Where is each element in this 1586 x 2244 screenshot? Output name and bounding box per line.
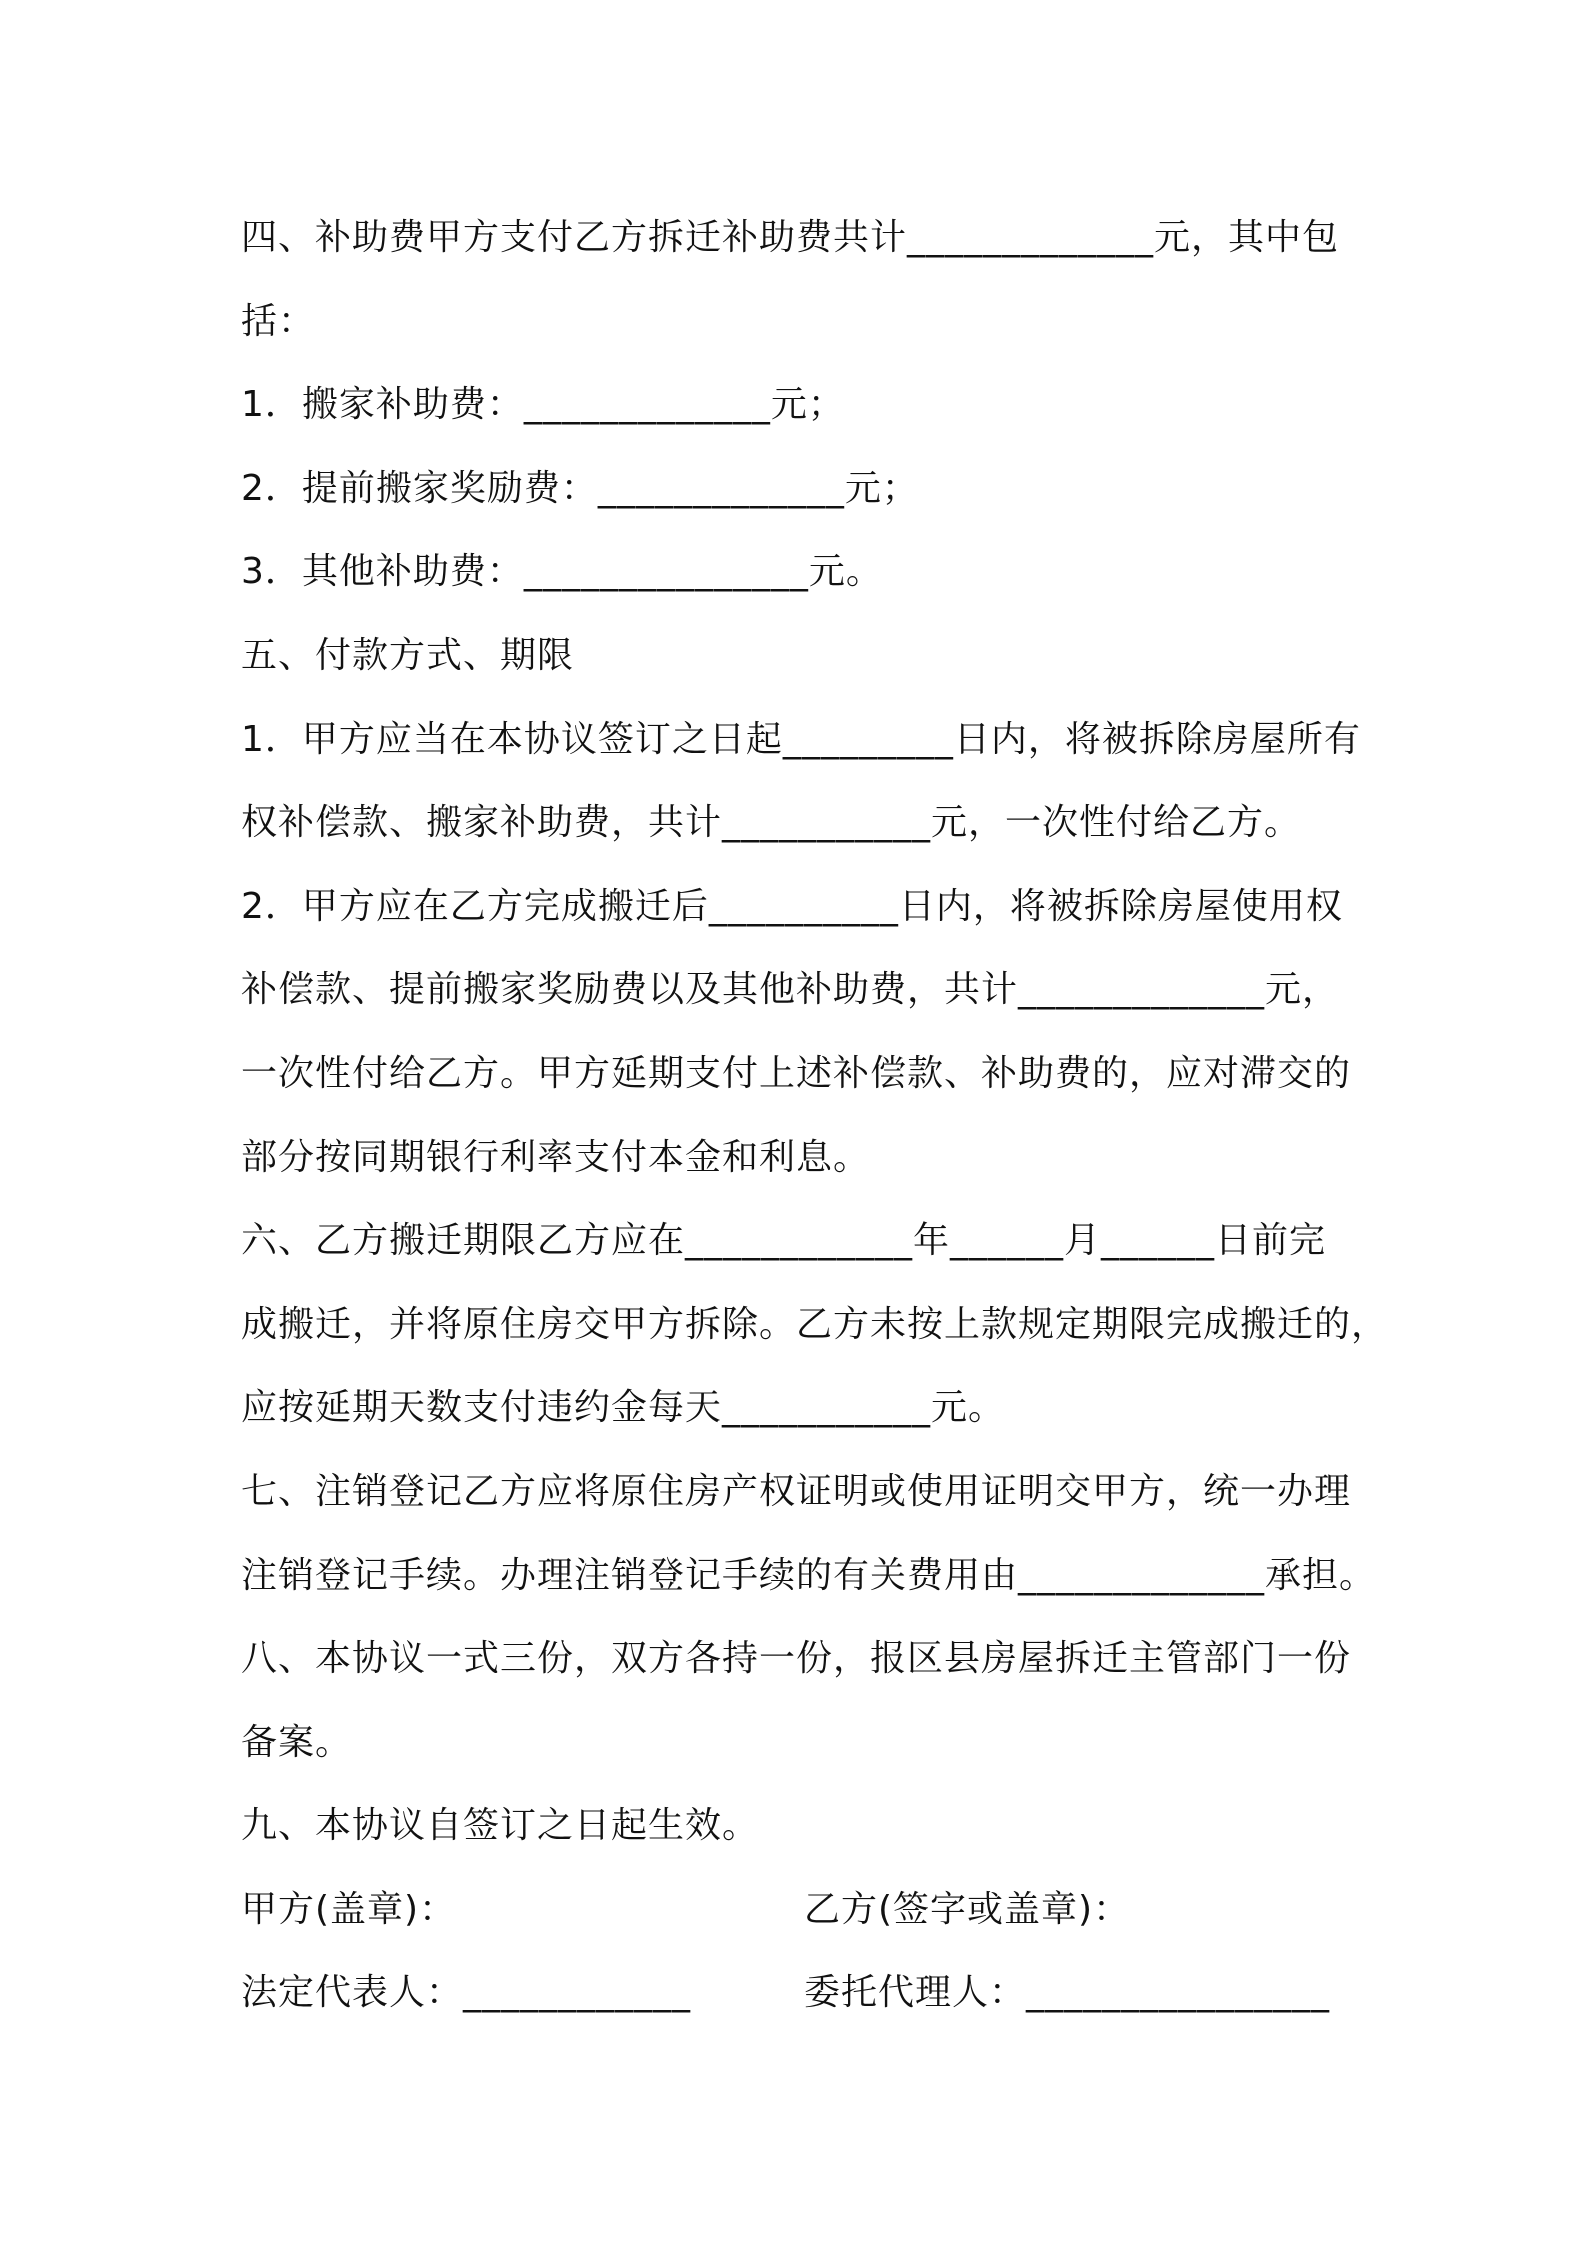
signature-row-representatives	[241, 1951, 1371, 2035]
moving-subsidy-item: 1．搬家补助费：_____________元；	[241, 384, 845, 426]
payment-item-1-line-1: 1．甲方应当在本协议签订之日起_________日内，将被拆除房屋所有	[241, 718, 1361, 760]
payment-item-2-line-2: 补偿款、提前搬家奖励费以及其他补助费，共计_____________元，	[241, 969, 1340, 1011]
subsidy-clause-line-1: 四、补助费甲方支付乙方拆迁补助费共计_____________元，其中包	[241, 217, 1340, 258]
effective-clause: 九、本协议自签订之日起生效。	[241, 1805, 760, 1847]
relocation-deadline-line-2: 成搬迁，并将原住房交甲方拆除。乙方未按上款规定期限完成搬迁的，	[241, 1303, 1389, 1345]
payment-item-2-line-4: 部分按同期银行利率支付本金和利息。	[241, 1136, 871, 1178]
party-a-seal-label: 甲方(盖章)：	[241, 1888, 457, 1930]
payment-item-1-line-2: 权补偿款、搬家补助费，共计___________元，一次性付给乙方。	[241, 802, 1302, 844]
early-moving-reward-item: 2．提前搬家奖励费：_____________元；	[241, 467, 919, 509]
payment-item-2-line-1: 2．甲方应在乙方完成搬迁后__________日内，将被拆除房屋使用权	[241, 885, 1343, 927]
signature-row-seal	[241, 1868, 1371, 1952]
legal-representative-field: 法定代表人：____________	[241, 1972, 692, 2014]
document-body	[241, 196, 1389, 2035]
relocation-deadline-line-1: 六、乙方搬迁期限乙方应在____________年______月______日前完	[241, 1220, 1327, 1262]
deregistration-line-2: 注销登记手续。办理注销登记手续的有关费用由_____________承担。	[241, 1554, 1377, 1596]
copies-clause-line-2: 备案。	[241, 1721, 353, 1763]
payment-section-heading: 五、付款方式、期限	[241, 634, 575, 676]
deregistration-line-1: 七、注销登记乙方应将原住房产权证明或使用证明交甲方，统一办理	[241, 1470, 1352, 1512]
party-b-seal-label: 乙方(签字或盖章)：	[804, 1888, 1131, 1930]
copies-clause-line-1: 八、本协议一式三份，双方各持一份，报区县房屋拆迁主管部门一份	[241, 1638, 1352, 1680]
authorized-agent-field: 委托代理人：________________	[804, 1972, 1331, 2014]
other-subsidy-item: 3．其他补助费：_______________元。	[241, 551, 883, 593]
subsidy-clause-line-2: 括：	[241, 300, 316, 342]
payment-item-2-line-3: 一次性付给乙方。甲方延期支付上述补偿款、补助费的，应对滞交的	[241, 1052, 1352, 1094]
relocation-deadline-line-3: 应按延期天数支付违约金每天___________元。	[241, 1387, 1006, 1429]
